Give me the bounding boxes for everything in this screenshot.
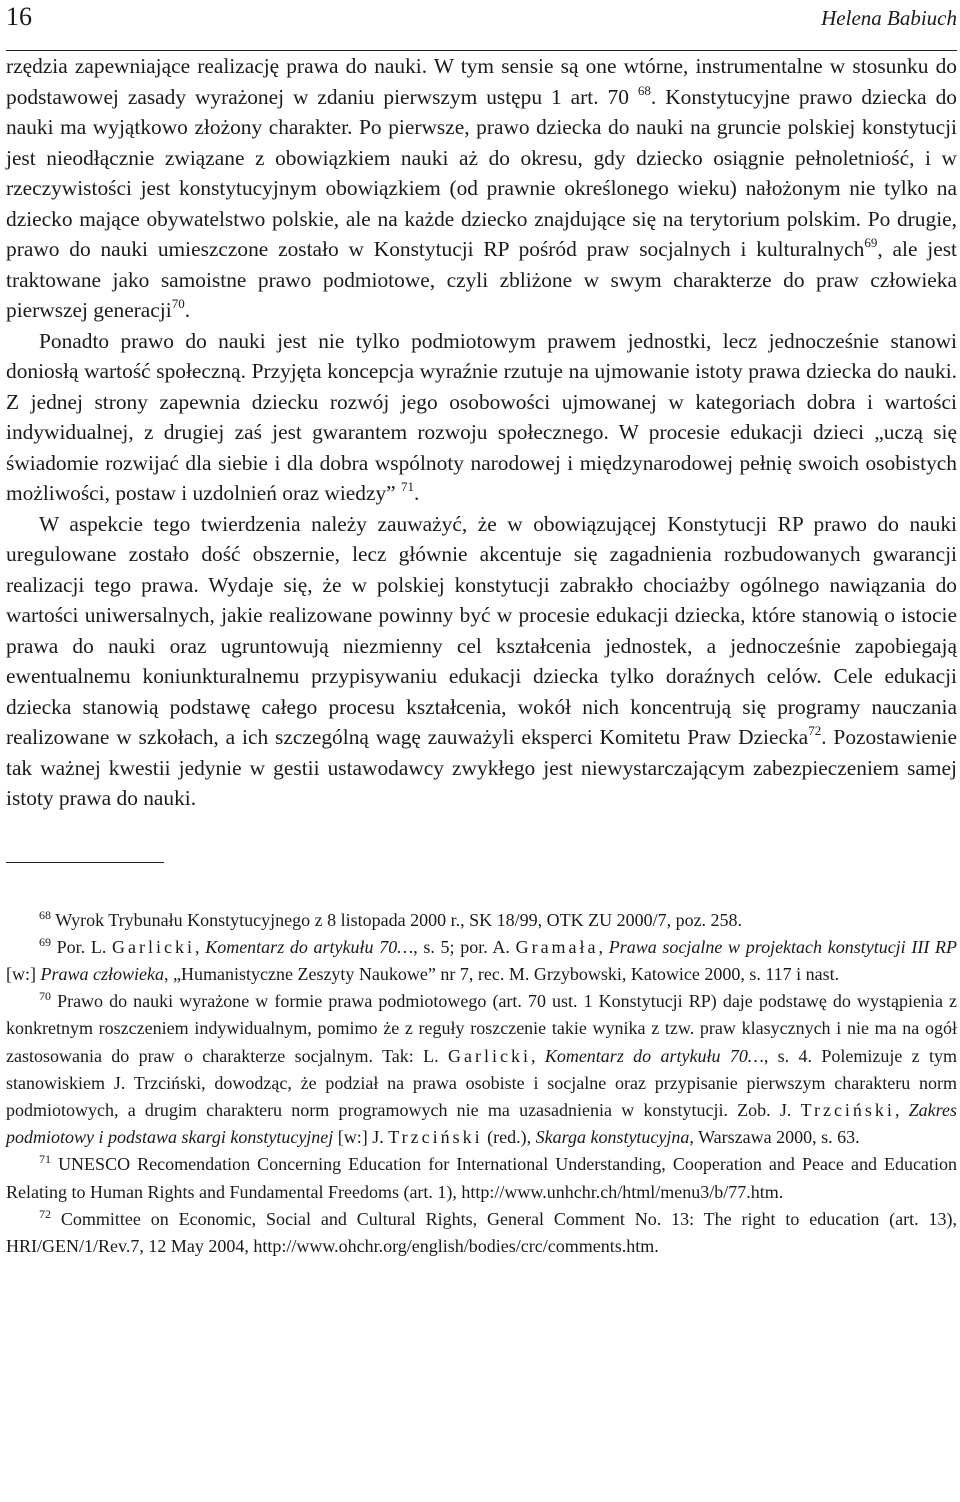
paragraph-2 (6, 326, 957, 509)
footnote-72 (6, 1206, 957, 1260)
footnote-text: , Warszawa 2000, s. 63. (689, 1127, 860, 1148)
author-name: Garlicki (447, 1045, 531, 1066)
footnote-separator (6, 862, 164, 863)
paragraph-3 (6, 509, 957, 814)
footnote-number: 71 (39, 1152, 51, 1167)
work-title: Komentarz do artykułu 70… (205, 936, 414, 957)
body-text (6, 51, 957, 814)
footnote-number: 72 (39, 1206, 51, 1221)
page (6, 0, 957, 1502)
footnote-number: 70 (39, 989, 51, 1004)
paragraph-text: . (650, 84, 657, 109)
author-name: Trzciński (388, 1127, 483, 1148)
paragraph-text: . (184, 298, 191, 322)
work-title: Komentarz do artykułu 70… (544, 1045, 764, 1066)
work-title: Skarga konstytucyjna (535, 1127, 690, 1148)
footnote-text: , s. 4. Polemizuje z tym stanowiskiem J. Trzciński, dowodząc, że podział na prawa osobiste i socjalne oraz przypisanie pierwszym charakteru norm podmiotowych, a drugim charakteru norm programowych nie ma uzasadnienia w konstytucji. Zob. J. (6, 1045, 958, 1120)
footnote-text: (red.), (482, 1127, 536, 1148)
footnote-text: Committee on Economic, Social and Cultural Rights, General Comment No. 13: The right to education (art. 13), HRI/GEN/1/Rev.7, 12 May 2004, http://www.ohchr.org/english/bodies/crc/comments.htm. (6, 1208, 958, 1256)
footnote-text: [w:] (6, 963, 41, 984)
paragraph-text: . Pozostawienie tak ważnej kwestii jedynie w gestii ustawodawcy zwykłego jest niewystarczającym zabezpieczeniem samej istoty prawa do nauki. (6, 725, 957, 810)
footnote-ref-68[interactable]: 68 (637, 82, 651, 98)
page-number: 16 (6, 2, 32, 31)
footnote-ref-69[interactable]: 69 (864, 235, 878, 250)
footnote-ref-71[interactable]: 71 (401, 479, 415, 494)
footnote-71 (6, 1151, 957, 1205)
author-name: Garlicki (112, 936, 196, 957)
running-head: Helena Babiuch (821, 6, 957, 30)
footnote-text: Wyrok Trybunału Konstytucyjnego z 8 listopada 2000 r., SK 18/99, OTK ZU 2000/7, poz. 258. (55, 909, 743, 930)
footnote-text: UNESCO Recomendation Concerning Education for International Understanding, Cooperation and Peace and Education Relating to Human Rights and Fundamental Freedoms (art. 1), http://www.unhchr.ch/html/menu3/b/77.htm. (6, 1154, 957, 1202)
footnote-68 (6, 907, 957, 934)
page-header (6, 0, 957, 51)
paragraph-text: Konstytucyjne prawo dziecka do nauki ma wyjątkowo złożony charakter. Po pierwsze, prawo dziecka do nauki na gruncie polskiej konstytucji jest nieodłącznie związane z obowiązkiem nauki aż do okresu, gdy dziecko osiągnie pełnoletniość, i w rzeczywistości jest konstytucyjnym obowiązkiem (od prawnie określonego wieku) nałożonym nie tylko na dziecko mające obywatelstwo polskie, ale na każde dziecko znajdujące się na terytorium polskim. Po drugie, prawo do nauki umieszczone zostało w Konstytucji RP pośród praw socjalnych i kulturalnych (6, 84, 958, 261)
footnote-ref-72[interactable]: 72 (808, 723, 822, 738)
author-name: Trzciński (800, 1099, 895, 1120)
footnote-text: , (598, 936, 609, 957)
footnote-text: Por. L. (56, 936, 113, 957)
footnote-number: 69 (39, 934, 51, 949)
paragraph-1 (6, 51, 957, 326)
paragraph-text: , ale jest traktowane jako samoistne prawo podmiotowe, czyli zbliżone w swym charakterze do praw człowieka pierwszej generacji (6, 237, 957, 322)
paragraph-text: W aspekcie tego twierdzenia należy zauważyć, że w obowiązującej Konstytucji RP prawo do nauki uregulowane zostało dość obszernie, lecz głównie akcentuje się zagadnienia rozbudowanych gwarancji realizacji tego prawa. Wydaje się, że w polskiej konstytucji zabrakło chociażby ogólnego nawiązania do wartości uniwersalnych, jakie realizowane powinny być w procesie edukacji dziecka, które stanowią o istocie prawa do nauki oraz ugruntowują niezmienny cel kształcenia jednostek, a jednocześnie zapobiegają ewentualnemu koniunkturalnemu przypisywaniu edukacji dziecka tylko doraźnych celów. Cele edukacji dziecka stanowią podstawę całego procesu kształcenia, wokół nich koncentrują się programy nauczania realizowane w szkołach, a ich szczególną wagę zauważyli eksperci Komitetu Praw Dziecka (6, 511, 957, 749)
work-title: Prawa człowieka (40, 963, 164, 984)
footnote-text: , (195, 936, 206, 957)
paragraph-text: Ponadto prawo do nauki jest nie tylko podmiotowym prawem jednostki, lecz jednocześnie stanowi doniosłą wartość społeczną. Przyjęta koncepcja wyraźnie rzutuje na ujmowanie istoty prawa dziecka do nauki. Z jednej strony zapewnia dziecku rozwój jego osobowości ujmowanej w kategoriach dobra i wartości indywidualnej, z drugiej zaś jest gwarantem rozwoju społecznego. W procesie edukacji dzieci „uczą się świadomie rozwijać dla siebie i dla dobra wspólnoty narodowej i międzynarodowej pełnię swoich osobistych możliwości, postaw i uzdolnień oraz wiedzy” (6, 328, 957, 505)
footnote-text: , s. 5; por. A. (413, 936, 516, 957)
author-name: Gramała (515, 936, 599, 957)
footnote-text: , (894, 1099, 909, 1120)
footnote-text: [w:] J. (333, 1127, 389, 1148)
footnote-number: 68 (39, 907, 51, 922)
footnote-text: Prawo do nauki wyrażone w formie prawa podmiotowego (art. 70 ust. 1 Konstytucji RP) daje podstawę do wystąpienia z konkretnym roszczeniem indywidualnym, pomimo że z reguły roszczenie takie wynika z tzw. praw klasycznych i nie ma na ogół zastosowania do praw o charakterze socjalnym. Tak: L. (6, 991, 957, 1066)
footnote-text: , (530, 1045, 545, 1066)
paragraph-text: rzędzia zapewniające realizację prawa do nauki. W tym sensie są one wtórne, instrumentalne w stosunku do podstawowej zasady wyrażonej w zdaniu pierwszym ustępu 1 art. 70 (6, 54, 957, 109)
paragraph-text: . (414, 481, 420, 505)
footnote-text: , „Humanistyczne Zeszyty Naukowe” nr 7, rec. M. Grzybowski, Katowice 2000, s. 117 i nast. (164, 963, 840, 984)
work-title: Zakres podmiotowy i podstawa skargi konstytucyjnej (6, 1099, 957, 1148)
work-title: Prawa socjalne w projektach konstytucji III RP (608, 936, 957, 957)
footnote-ref-70[interactable]: 70 (171, 296, 185, 311)
footnote-69 (6, 934, 957, 988)
footnote-70 (6, 988, 957, 1151)
footnotes (6, 907, 957, 1261)
